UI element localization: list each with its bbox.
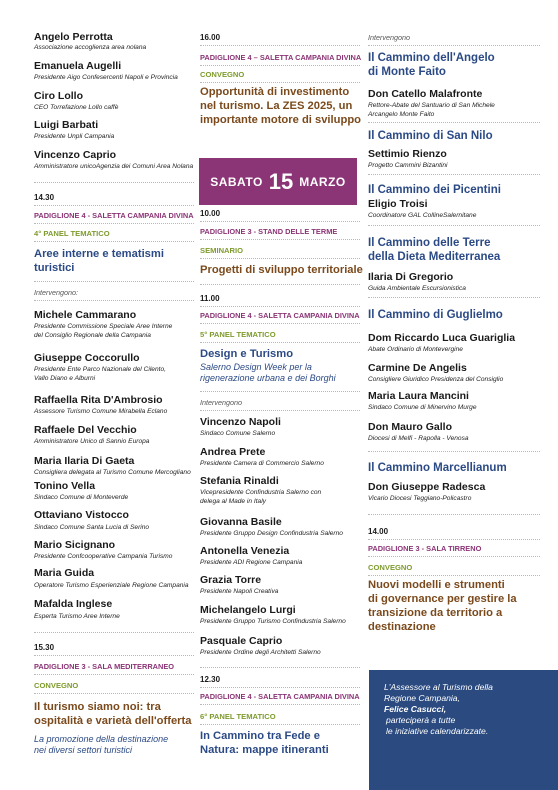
divider [368,122,540,123]
divider [200,306,360,307]
divider [34,182,194,183]
divider [34,632,194,633]
speaker-role: Amministratore unicoAgenzia dei Comuni Area Nolana [34,163,194,170]
route-title: Il Cammino di Guglielmo [368,309,503,321]
session-subtitle: nei diversi settori turistici [34,745,133,755]
session-location: PADIGLIONE 4 - SALETTA CAMPANIA DIVINA [200,311,360,320]
speakers-label: Intervengono [368,33,410,42]
divider [200,258,360,259]
session-time: 14.30 [34,193,55,202]
session-title: destinazione [368,621,436,633]
divider [200,284,360,285]
speaker-name: Maria Ilaria Di Gaeta [34,455,135,467]
divider [368,556,540,557]
divider [34,223,194,224]
speaker-name: Eligio Troisi [368,198,428,210]
speaker-role: Presidente Ente Parco Nazionale del Cilento, [34,366,166,373]
divider [368,225,540,226]
session-title: importante motore di sviluppo [200,114,361,126]
session-subtitle: La promozione della destinazione [34,734,169,744]
speaker-role: Diocesi di Melfi - Rapolla - Venosa [368,435,469,442]
session-title: nel turismo. La ZES 2025, un [200,100,353,112]
session-title: di governance per gestire la [368,593,517,605]
session-time: 12.30 [200,675,221,684]
divider [200,65,360,66]
session-location: PADIGLIONE 3 - SALA MEDITERRANEO [34,662,175,671]
speaker-name: Michelangelo Lurgi [200,604,296,616]
session-title: Aree interne e tematismi [34,248,164,260]
divider [34,674,194,675]
speaker-role: Associazione accoglienza area nolana [34,44,147,51]
speaker-name: Ottaviano Vistocco [34,509,129,521]
route-title: della Dieta Mediterranea [368,251,501,263]
session-type: 5° PANEL TEMATICO [200,330,276,339]
divider [368,297,540,298]
speaker-role: Presidente ADI Regione Campania [200,559,303,566]
divider [368,514,540,515]
divider [200,410,360,411]
divider [368,45,540,46]
speaker-role: del Consiglio Regionale della Campania [34,332,151,339]
session-time: 10.00 [200,209,221,218]
route-title: Il Cammino dell'Angelo [368,52,495,64]
speaker-name: Stefania Rinaldi [200,475,279,487]
speaker-name: Settimio Rienzo [368,148,447,160]
divider [200,323,360,324]
date-day-number: 15 [268,168,294,194]
session-title: Design e Turismo [200,348,294,360]
speaker-role: Coordinatore GAL CollineSalernitane [368,212,477,219]
session-time: 15.30 [34,643,55,652]
session-subtitle: rigenerazione urbana e dei Borghi [200,373,336,383]
session-type: SEMINARIO [200,246,244,255]
speaker-role: Vallo Diano e Alburni [34,375,96,382]
route-title: Il Cammino delle Terre [368,237,491,249]
note-line: L'Assessore al Turismo della [384,682,493,692]
route-title: di Monte Faito [368,66,446,78]
route-title: Il Cammino dei Picentini [368,184,501,196]
session-title: In Cammino tra Fede e [200,730,320,742]
session-title: Opportunità di investimento [200,86,350,98]
speaker-role: Presidente Napoli Creativa [200,588,279,595]
speaker-role: Arcangelo Monte Faito [368,111,435,118]
speaker-name: Maria Laura Mancini [368,390,469,402]
session-type: CONVEGNO [200,70,245,79]
speaker-name: Vincenzo Caprio [34,149,117,161]
date-banner [199,158,357,205]
speaker-role: Amministratore Unico di Sannio Europa [34,438,150,445]
speaker-role: Presidente Commissione Speciale Aree Interne [34,323,173,330]
session-title: Natura: mappe itineranti [200,744,329,756]
note-name: Felice Casucci, [384,704,447,714]
speaker-role: Progetto Cammini Bizantini [368,162,448,169]
speaker-role: Sindaco Comune Salerno [200,430,276,437]
session-type: CONVEGNO [368,563,413,572]
divider [368,174,540,175]
speaker-role: Consigliera delegata al Turismo Comune Mercogliano [34,469,191,476]
session-type: 6° PANEL TEMATICO [200,712,276,721]
session-time: 16.00 [200,33,221,42]
assessor-note [384,682,493,737]
speaker-name: Andrea Prete [200,446,266,458]
speaker-name: Giovanna Basile [200,516,282,528]
session-title: Il turismo siamo noi: tra [34,701,161,713]
speaker-role: Vicepresidente Confindustria Salerno con [200,489,322,496]
speaker-name: Mario Sicignano [34,539,116,551]
speaker-role: Presidente Gruppo Design Confindustria Salerno [200,530,343,537]
session-title: ospitalità e varietà dell'offerta [34,715,192,727]
speaker-role: CEO Torrefazione Lollo caffè [34,104,119,111]
speaker-name: Don Catello Malafronte [368,88,483,100]
divider [34,241,194,242]
speakers-label: Intervengono: [34,288,78,297]
speaker-role: Vicario Diocesi Teggiano-Policastro [368,495,472,502]
session-location: PADIGLIONE 4 - SALETTA CAMPANIA DIVINA [34,211,194,220]
session-type: CONVEGNO [34,681,79,690]
divider [34,205,194,206]
session-title: turistici [34,262,75,274]
speaker-role: Presidente Confcooperative Campania Turismo [34,553,173,560]
speaker-name: Antonella Venezia [200,545,290,557]
speaker-name: Emanuela Augelli [34,60,122,72]
route-title: Il Cammino di San Nilo [368,130,493,142]
divider [200,82,360,83]
speaker-role: Operatore Turismo Esperienziale Regione Campania [34,582,189,589]
speaker-name: Angelo Perrotta [34,31,113,43]
speaker-role: Assessore Turismo Comune Mirabella Eclano [34,408,168,415]
speaker-name: Vincenzo Napoli [200,416,281,428]
divider [34,693,194,694]
session-subtitle: Salerno Design Week per la [200,362,312,372]
speaker-role: Sindaco Comune di Monteverde [34,494,129,501]
speaker-name: Don Mauro Gallo [368,421,452,433]
date-weekday: SABATO [210,174,263,189]
speaker-role: Presidente Unpli Campania [34,133,115,140]
speaker-name: Michele Cammarano [34,309,137,321]
speaker-name: Giuseppe Coccorullo [34,352,140,364]
note-line: Regione Campania, [384,693,460,703]
speaker-role: Sindaco Comune Santa Lucia di Serino [34,524,150,531]
note-line: parteciperà a tutte [386,715,456,725]
speaker-role: Esperta Turismo Aree Interne [34,613,120,620]
divider [200,391,360,392]
speaker-name: Ciro Lollo [34,90,83,102]
speaker-role: Presidente Aigo Confesercenti Napoli e Provincia [34,74,178,81]
divider [200,239,360,240]
speaker-role: Rettore-Abate del Santuario di San Michele [368,102,495,109]
divider [368,539,540,540]
divider [34,655,194,656]
speaker-name: Mafalda Inglese [34,598,113,610]
speaker-role: Presidente Camera di Commercio Salerno [200,460,324,467]
speaker-name: Luigi Barbati [34,119,99,131]
speaker-name: Grazia Torre [200,574,262,586]
divider [200,342,360,343]
divider [368,575,540,576]
speaker-role: Consigliere Giuridico Presidenza del Consiglio [368,376,504,383]
session-location: PADIGLIONE 4 - SALETTA CAMPANIA DIVINA [200,692,360,701]
divider [34,300,194,301]
speaker-name: Tonino Vella [34,480,96,492]
speaker-role: Sindaco Comune di Minervino Murge [368,404,477,411]
note-line: le iniziative calendarizzate. [386,726,489,736]
session-type: 4° PANEL TEMATICO [34,229,110,238]
session-title: Progetti di sviluppo territoriale [200,264,363,276]
divider [368,451,540,452]
session-title: Nuovi modelli e strumenti [368,579,505,591]
session-location: PADIGLIONE 3 - STAND DELLE TERME [200,227,338,236]
speaker-name: Carmine De Angelis [368,362,467,374]
speaker-role: Abate Ordinario di Montevergine [368,346,463,353]
speakers-label: Intervengono [200,398,242,407]
assessor-note-box [369,670,558,790]
session-time: 11.00 [200,294,220,303]
speaker-name: Dom Riccardo Luca Guariglia [368,332,516,344]
divider [200,45,360,46]
speaker-name: Ilaria Di Gregorio [368,271,454,283]
speaker-role: Presidente Gruppo Turismo Confindustria Salerno [200,618,346,625]
divider [200,724,360,725]
speaker-name: Raffaella Rita D'Ambrosio [34,394,163,406]
speaker-role: Presidente Ordine degli Architetti Salerno [200,649,321,656]
session-time: 14.00 [368,527,389,536]
speaker-role: Guida Ambientale Escursionistica [368,285,466,292]
route-title: Il Cammino Marcellianum [368,462,507,474]
session-title: transizione da territorio a [368,607,503,619]
divider [200,704,360,705]
session-location: PADIGLIONE 4 – SALETTA CAMPANIA DIVINA [200,53,362,62]
speaker-name: Raffaele Del Vecchio [34,424,137,436]
divider [34,281,194,282]
speaker-name: Pasquale Caprio [200,635,283,647]
date-month: MARZO [299,174,346,189]
session-location: PADIGLIONE 3 - SALA TIRRENO [368,544,482,553]
divider [200,667,360,668]
speaker-name: Don Giuseppe Radesca [368,481,486,493]
speaker-role: delega al Made in Italy [200,498,266,505]
speaker-name: Maria Guida [34,567,95,579]
divider [200,687,360,688]
divider [200,221,360,222]
